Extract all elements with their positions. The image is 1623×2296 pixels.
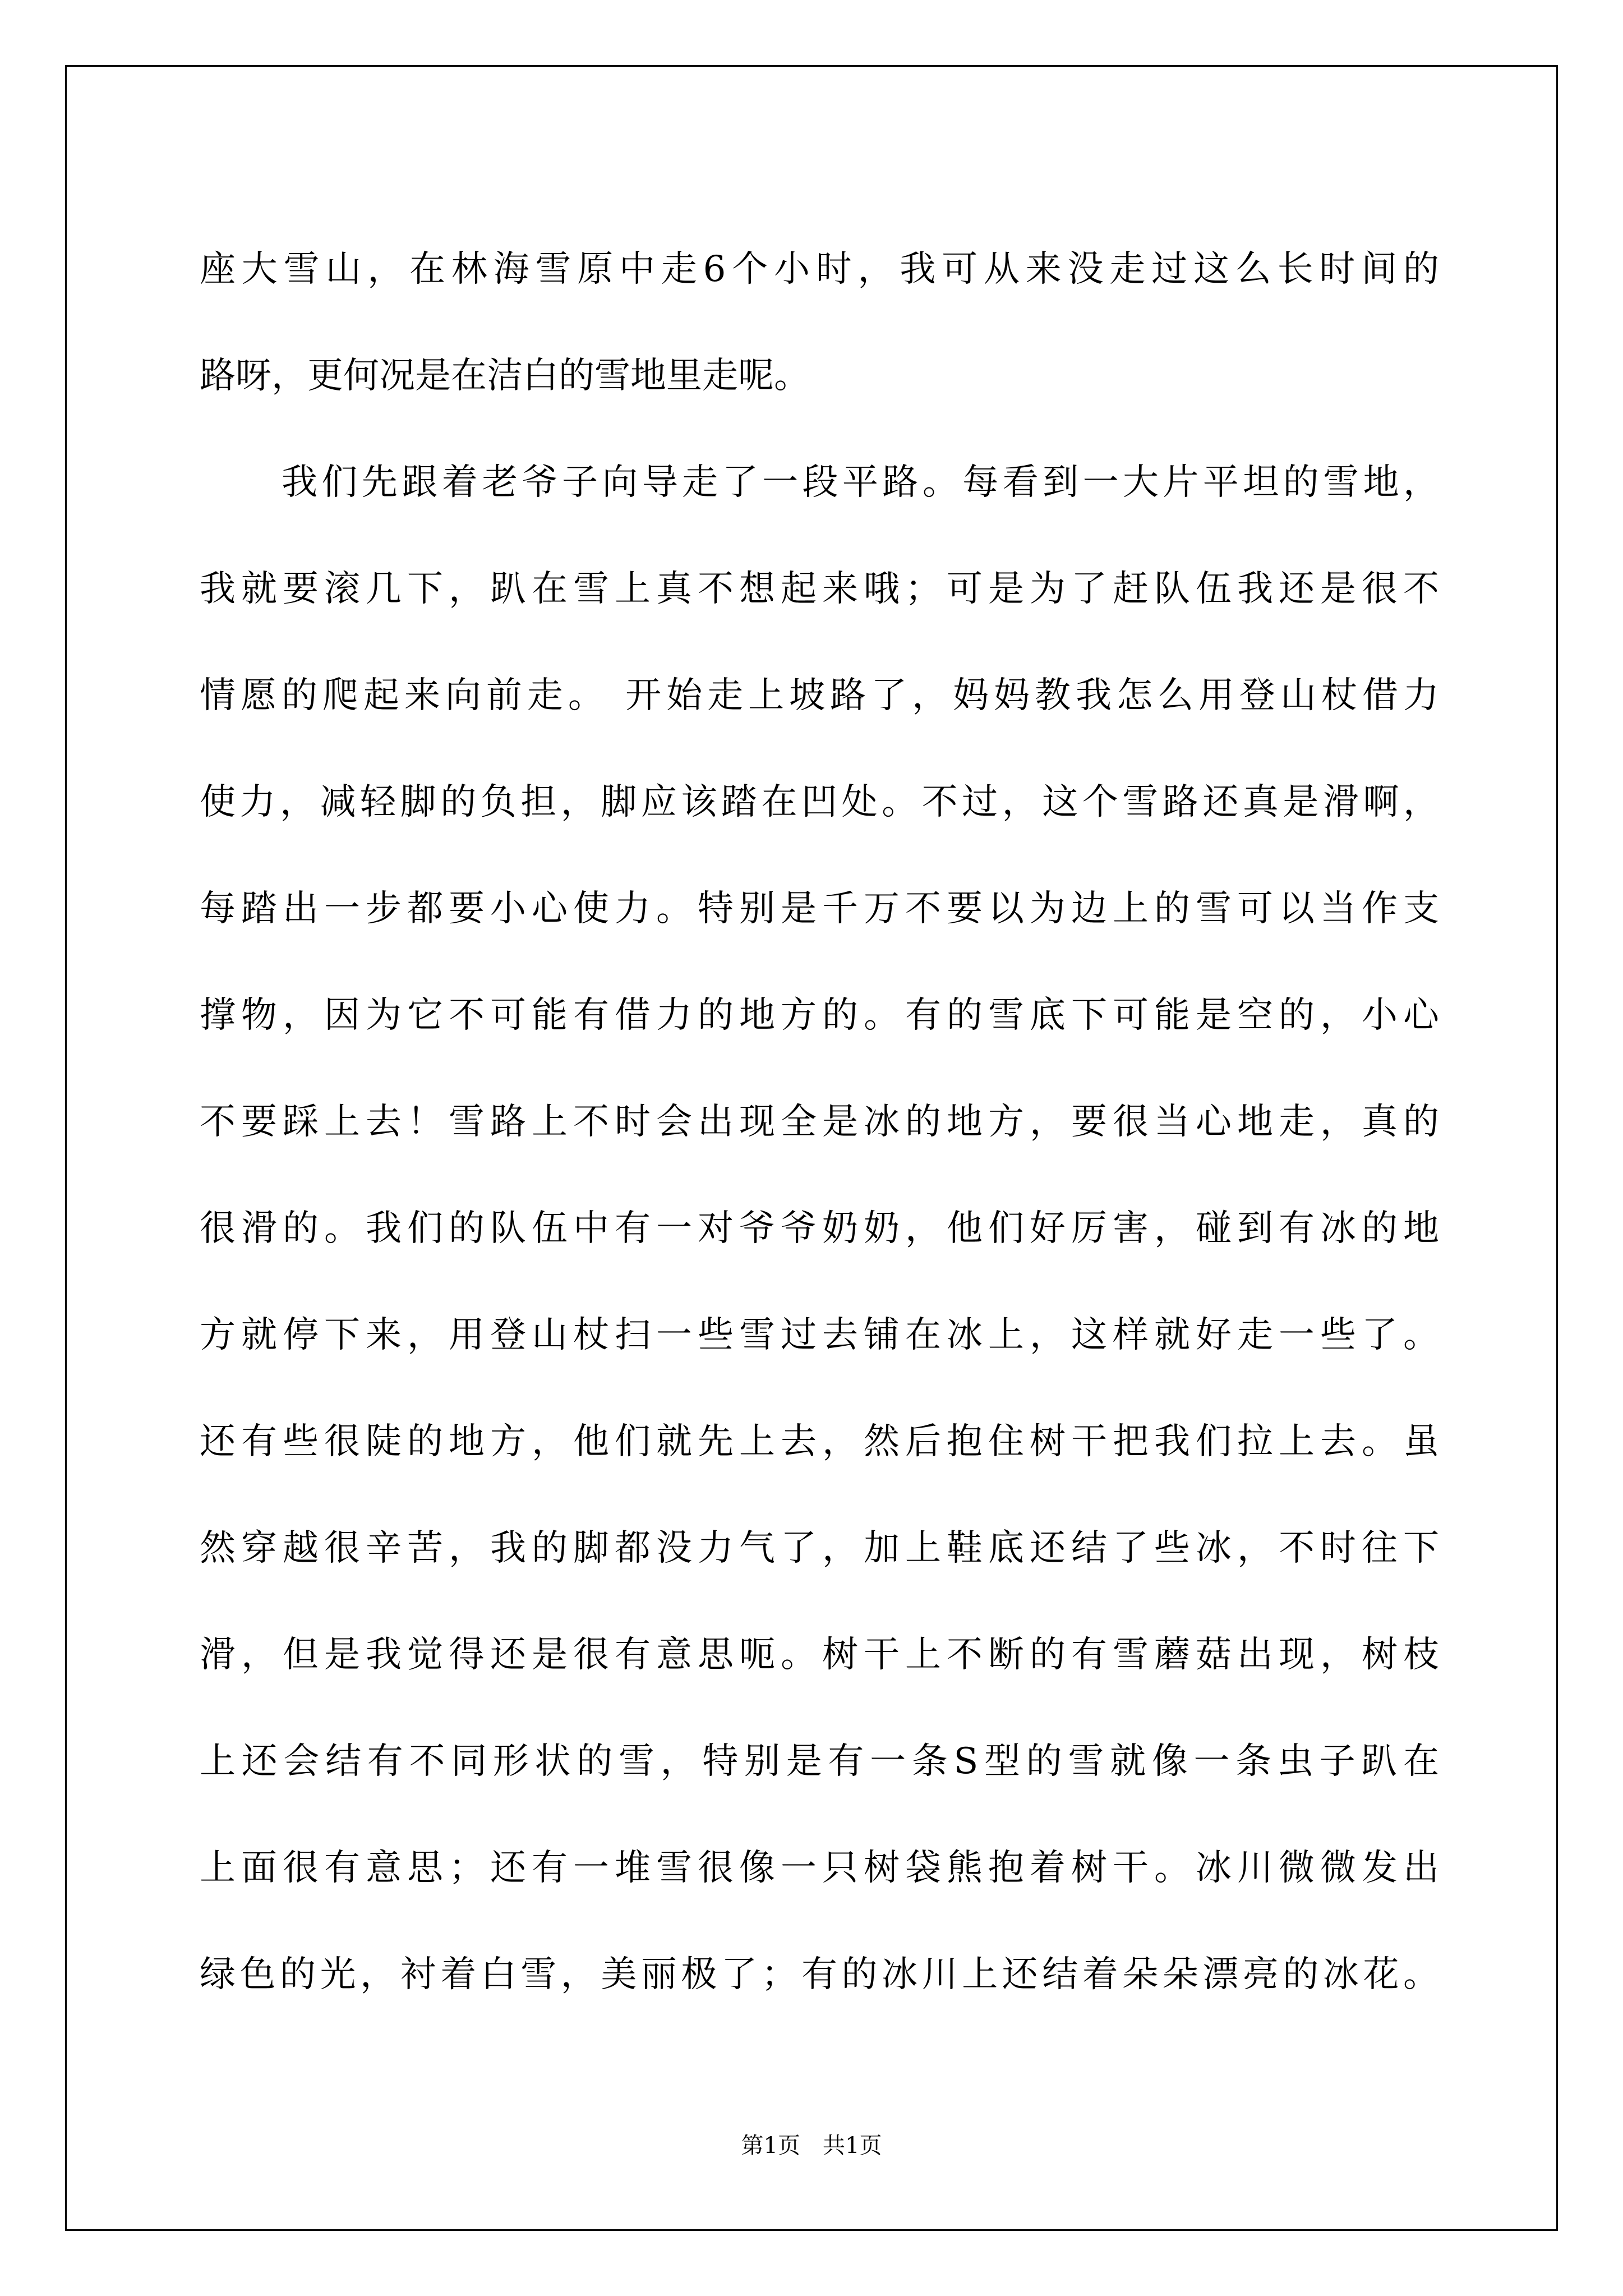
text-line: 方就停下来，用登山杖扫一些雪过去铺在冰上，这样就好走一些了。	[200, 1314, 1439, 1356]
text-line: 座大雪山，在林海雪原中走6个小时，我可从来没走过这么长时间的	[200, 249, 1439, 290]
document-body	[200, 216, 1439, 2028]
text-line: 上面很有意思；还有一堆雪很像一只树袋熊抱着树干。冰川微微发出	[200, 1847, 1439, 1889]
page-footer: 第1页 共1页	[741, 2133, 882, 2159]
text-line: 滑，但是我觉得还是很有意思呃。树干上不断的有雪蘑菇出现，树枝	[200, 1634, 1439, 1676]
text-line: 路呀，更何况是在洁白的雪地里走呢。	[200, 355, 810, 397]
text-line: 使力，减轻脚的负担，脚应该踏在凹处。不过，这个雪路还真是滑啊，	[200, 781, 1439, 823]
text-line: 不要踩上去！雪路上不时会出现全是冰的地方，要很当心地走，真的	[200, 1101, 1439, 1143]
text-line: 情愿的爬起来向前走。 开始走上坡路了，妈妈教我怎么用登山杖借力	[200, 675, 1439, 716]
text-line: 我就要滚几下，趴在雪上真不想起来哦；可是为了赶队伍我还是很不	[200, 568, 1439, 610]
text-line: 我们先跟着老爷子向导走了一段平路。每看到一大片平坦的雪地，	[282, 462, 1439, 503]
text-line: 还有些很陡的地方，他们就先上去，然后抱住树干把我们拉上去。虽	[200, 1421, 1439, 1462]
text-line: 撑物，因为它不可能有借力的地方的。有的雪底下可能是空的，小心	[200, 995, 1439, 1036]
text-line: 然穿越很辛苦，我的脚都没力气了，加上鞋底还结了些冰，不时往下	[200, 1527, 1439, 1569]
text-line: 上还会结有不同形状的雪，特别是有一条S型的雪就像一条虫子趴在	[200, 1741, 1439, 1782]
text-line: 绿色的光，衬着白雪，美丽极了；有的冰川上还结着朵朵漂亮的冰花。	[200, 1954, 1439, 1995]
text-line: 很滑的。我们的队伍中有一对爷爷奶奶，他们好厉害，碰到有冰的地	[200, 1208, 1439, 1249]
text-line: 每踏出一步都要小心使力。特别是千万不要以为边上的雪可以当作支	[200, 888, 1439, 930]
